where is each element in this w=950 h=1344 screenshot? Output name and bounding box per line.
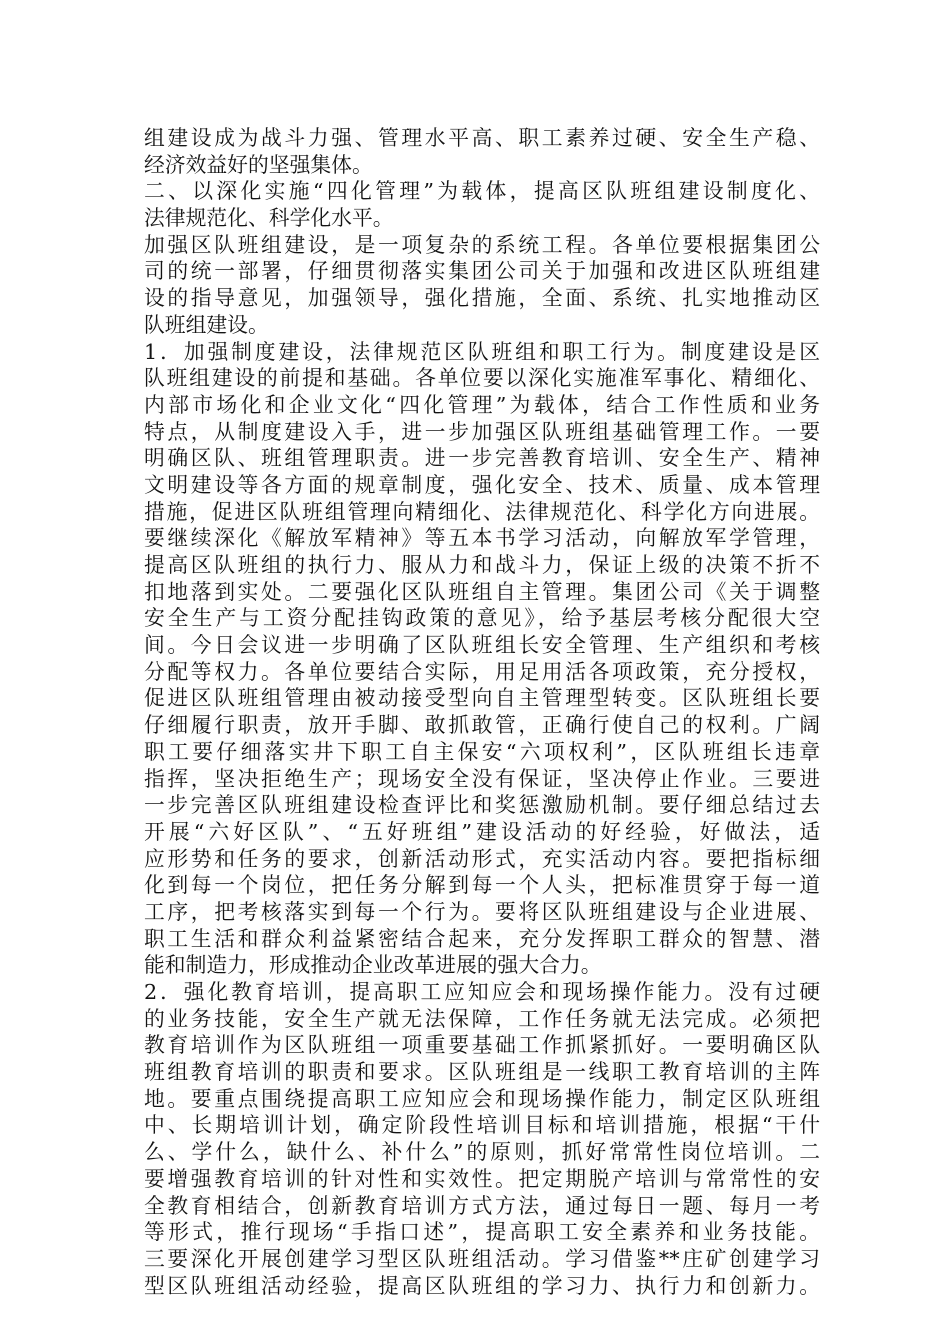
text-line: 么、学什么，缺什么、补什么”的原则，抓好常常性岗位培训。二 <box>144 1140 820 1165</box>
text-line: 安全生产与工资分配挂钩政策的意见》，给予基层考核分配很大空 <box>144 606 820 631</box>
text-line: 2．强化教育培训，提高职工应知应会和现场操作能力。没有过硬 <box>144 980 820 1004</box>
text-line: 仔细履行职责，放开手脚、敢抓敢管，正确行使自己的权利。广阔 <box>144 713 820 738</box>
text-line: 司的统一部署，仔细贯彻落实集团公司关于加强和改进区队班组建 <box>144 259 820 284</box>
text-line: 组建设成为战斗力强、管理水平高、职工素养过硬、安全生产稳、 <box>144 126 820 150</box>
text-line: 能和制造力，形成推动企业改革进展的强大合力。 <box>144 953 602 978</box>
text-line: 工序，把考核落实到每一个行为。要将区队班组建设与企业进展、 <box>144 899 820 924</box>
text-line: 间。今日会议进一步明确了区队班组长安全管理、生产组织和考核 <box>144 633 820 658</box>
text-line: 扣地落到实处。二要强化区队班组自主管理。集团公司《关于调整 <box>144 579 820 604</box>
text-line: 1．加强制度建设，法律规范区队班组和职工行为。制度建设是区 <box>144 339 820 364</box>
text-line: 特点，从制度建设入手，进一步加强区队班组基础管理工作。一要 <box>144 419 820 444</box>
text-line: 全教育相结合，创新教育培训方式方法，通过每日一题、每月一考 <box>144 1193 820 1218</box>
text-line: 型区队班组活动经验，提高区队班组的学习力、执行力和创新力。 <box>144 1273 820 1298</box>
text-line: 的业务技能，安全生产就无法保障，工作任务就无法完成。必须把 <box>144 1006 820 1031</box>
text-line: 提高区队班组的执行力、服从力和战斗力，保证上级的决策不折不 <box>144 553 820 577</box>
body-text <box>144 125 820 1299</box>
text-line: 分配等权力。各单位要结合实际，用足用活各项政策，充分授权， <box>144 659 820 684</box>
text-line: 设的指导意见，加强领导，强化措施，全面、系统、扎实地推动区 <box>144 286 820 311</box>
text-line: 经济效益好的坚强集体。 <box>144 152 373 177</box>
text-line: 队班组建设。 <box>144 312 269 337</box>
text-line: 要增强教育培训的针对性和实效性。把定期脱产培训与常常性的安 <box>144 1166 820 1191</box>
text-line: 化到每一个岗位，把任务分解到每一个人头，把标准贯穿于每一道 <box>144 873 820 898</box>
text-line: 文明建设等各方面的规章制度，强化安全、技术、质量、成本管理 <box>144 472 820 497</box>
text-line: 促进区队班组管理由被动接受型向自主管理型转变。区队班组长要 <box>144 686 820 711</box>
text-line: 地。要重点围绕提高职工应知应会和现场操作能力，制定区队班组 <box>144 1086 820 1111</box>
text-line: 开展“六好区队”、“五好班组”建设活动的好经验，好做法，适 <box>144 819 820 844</box>
text-line: 法律规范化、科学化水平。 <box>144 206 394 231</box>
text-line: 指挥，坚决拒绝生产；现场安全没有保证，坚决停止作业。三要进 <box>144 766 820 791</box>
text-line: 职工要仔细落实井下职工自主保安“六项权利”，区队班组长违章 <box>144 739 820 764</box>
text-line: 三要深化开展创建学习型区队班组活动。学习借鉴**庄矿创建学习 <box>144 1246 820 1271</box>
text-line: 中、长期培训计划，确定阶段性培训目标和培训措施，根据“干什 <box>144 1113 820 1138</box>
text-line: 职工生活和群众利益紧密结合起来，充分发挥职工群众的智慧、潜 <box>144 926 820 951</box>
text-line: 一步完善区队班组建设检查评比和奖惩激励机制。要仔细总结过去 <box>144 793 820 818</box>
text-line: 二、以深化实施“四化管理”为载体，提高区队班组建设制度化、 <box>144 179 820 204</box>
text-line: 措施，促进区队班组管理向精细化、法律规范化、科学化方向进展。 <box>144 499 820 524</box>
text-line: 要继续深化《解放军精神》等五本书学习活动，向解放军学管理， <box>144 526 820 551</box>
text-line: 队班组建设的前提和基础。各单位要以深化实施准军事化、精细化、 <box>144 366 820 391</box>
text-line: 班组教育培训的职责和要求。区队班组是一线职工教育培训的主阵 <box>144 1060 820 1085</box>
text-line: 教育培训作为区队班组一项重要基础工作抓紧抓好。一要明确区队 <box>144 1033 820 1058</box>
text-line: 明确区队、班组管理职责。进一步完善教育培训、安全生产、精神 <box>144 446 820 471</box>
text-line: 加强区队班组建设，是一项复杂的系统工程。各单位要根据集团公 <box>144 232 820 257</box>
text-line: 等形式，推行现场“手指口述”，提高职工安全素养和业务技能。 <box>144 1220 820 1245</box>
text-line: 应形势和任务的要求，创新活动形式，充实活动内容。要把指标细 <box>144 846 820 871</box>
text-line: 内部市场化和企业文化“四化管理”为载体，结合工作性质和业务 <box>144 392 820 417</box>
